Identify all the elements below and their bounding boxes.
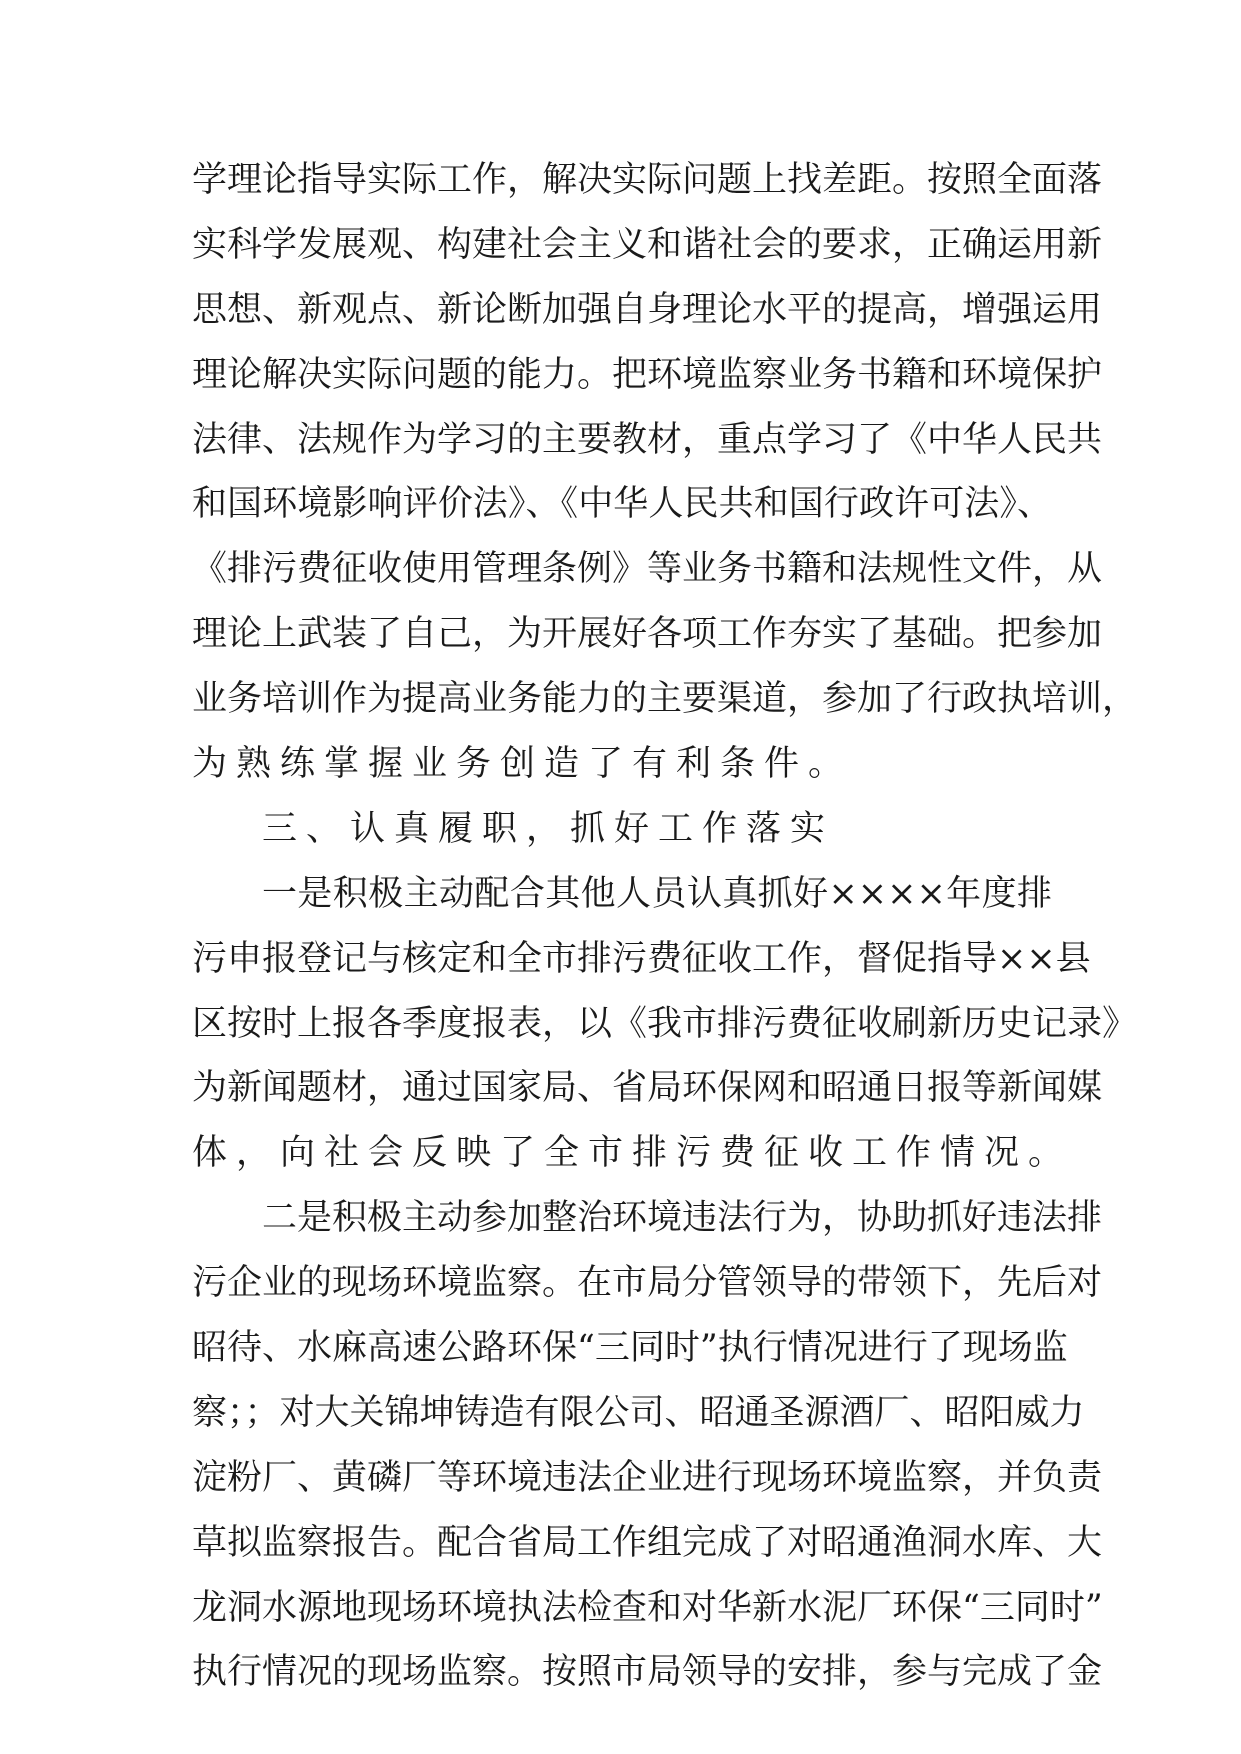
text-line: 污企业的现场环境监察。在市局分管领导的带领下，先后对	[192, 1263, 1103, 1304]
text-line: 污申报登记与核定和全市排污费征收工作，督促指导××县	[192, 938, 1091, 979]
text-line: 察；；对大关锦坤铸造有限公司、昭通圣源酒厂、昭阳威力	[192, 1392, 1085, 1433]
text-line: 《排污费征收使用管理条例》等业务书籍和法规性文件，从	[192, 549, 1103, 590]
text-line: 思想、新观点、新论断加强自身理论水平的提高，增强运用	[192, 289, 1103, 330]
paragraph-item-two	[192, 1186, 1103, 1705]
paragraph-item-one	[192, 862, 1138, 1186]
text-line: 实科学发展观、构建社会主义和谐社会的要求，正确运用新	[192, 224, 1103, 265]
text-line: 一是积极主动配合其他人员认真抓好××××年度排	[262, 873, 1052, 914]
paragraph-study	[192, 148, 1138, 797]
text-line: 法律、法规作为学习的主要教材，重点学习了《中华人民共	[192, 419, 1103, 460]
text-line: 为熟练掌握业务创造了有利条件。	[192, 744, 853, 785]
text-line: 二是积极主动参加整治环境违法行为，协助抓好违法排	[262, 1198, 1103, 1239]
text-line: 理论解决实际问题的能力。把环境监察业务书籍和环境保护	[192, 354, 1103, 395]
text-line: 执行情况的现场监察。按照市局领导的安排，参与完成了金	[192, 1652, 1103, 1693]
text-line: 淀粉厂、黄磷厂等环境违法企业进行现场环境监察，并负责	[192, 1457, 1103, 1498]
text-line: 和国环境影响评价法》、《中华人民共和国行政许可法》、	[192, 484, 1052, 525]
text-line: 龙洞水源地现场环境执法检查和对华新水泥厂环保“三同时”	[192, 1587, 1103, 1628]
section-heading	[192, 797, 1052, 862]
text-line: 业务培训作为提高业务能力的主要渠道，参加了行政执培训，	[192, 679, 1138, 720]
text-line: 昭待、水麻高速公路环保“三同时”执行情况进行了现场监	[192, 1328, 1068, 1369]
text-line: 区按时上报各季度报表，以《我市排污费征收刷新历史记录》	[192, 1003, 1138, 1044]
text-line: 体，向社会反映了全市排污费征收工作情况。	[192, 1133, 1073, 1174]
text-line: 为新闻题材，通过国家局、省局环保网和昭通日报等新闻媒	[192, 1068, 1103, 1109]
text-line: 理论上武装了自己，为开展好各项工作夯实了基础。把参加	[192, 614, 1103, 655]
document-page	[192, 148, 1138, 1705]
heading-text: 三、认真履职，抓好工作落实	[262, 808, 835, 849]
text-line: 草拟监察报告。配合省局工作组完成了对昭通渔洞水库、大	[192, 1522, 1103, 1563]
text-line: 学理论指导实际工作，解决实际问题上找差距。按照全面落	[192, 160, 1103, 200]
